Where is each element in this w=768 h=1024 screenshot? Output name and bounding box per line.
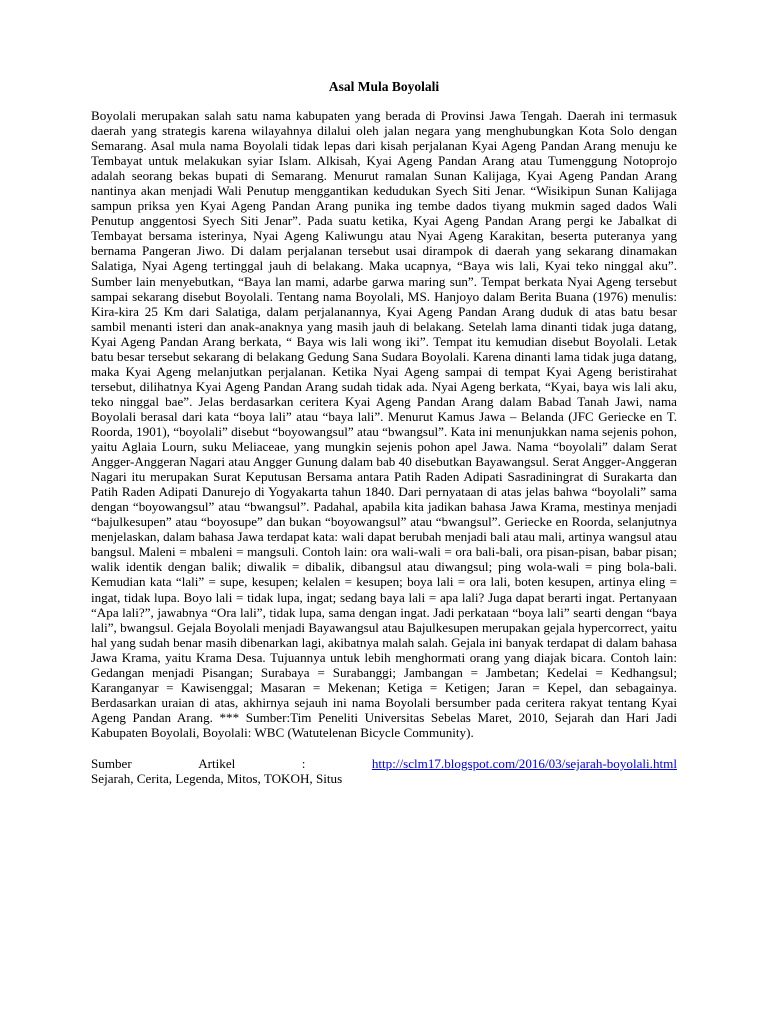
- source-label: Sumber: [91, 755, 132, 771]
- source-section: [91, 756, 677, 786]
- source-line: [91, 756, 677, 771]
- source-word-artikel: Artikel: [198, 755, 236, 771]
- document-title: Asal Mula Boyolali: [328, 79, 440, 94]
- source-colon: :: [301, 755, 306, 771]
- source-link[interactable]: http://sclm17.blogspot.com/2016/03/sejarah-boyolali.html: [371, 755, 677, 771]
- document-page: [91, 78, 677, 786]
- article-body: Boyolali merupakan salah satu nama kabupaten yang berada di Provinsi Jawa Tengah. Daerah ini termasuk daerah yang strategis karena wilayahnya dilalui oleh jalan negara yang menghubungkan Kota Solo dengan Semarang. Asal mula nama Boyolali tidak lepas dari kisah perjalanan Kyai Ageng Pandan Arang menuju ke Tembayat untuk melakukan syiar Islam. Alkisah, Kyai Ageng Pandan Arang atau Tumenggung Notoprojo adalah seorang bekas bupati di Semarang. Menurut ramalan Sunan Kalijaga, Kyai Ageng Pandan Arang nantinya akan menjadi Wali Penutup menggantikan kedudukan Syech Siti Jenar. “Wisikipun Sunan Kalijaga sampun priksa yen Kyai Ageng Pandan Arang punika ing tembe dados tiyang mukmin saged dados Wali Penutup anggentosi Syech Siti Jenar”. Pada suatu ketika, Kyai Ageng Pandan Arang pergi ke Jabalkat di Tembayat bersama isterinya, Nyai Ageng Kaliwungu atau Nyai Ageng Karakitan, beserta puteranya yang bernama Pangeran Jiwo. Di dalam perjalanan tersebut usai dirampok di daerah yang sekarang dinamakan Salatiga, Nyai Ageng tertinggal jauh di belakang. Maka ucapnya, “Baya wis lali, Kyai teko ninggal aku”. Sumber lain menyebutkan, “Baya lan mami, adarbe garwa maring sun”. Tempat berkata Nyai Ageng tersebut sampai sekarang disebut Boyolali. Tentang nama Boyolali, MS. Hanjoyo dalam Berita Buana (1976) menulis: Kira-kira 25 Km dari Salatiga, dalam perjalanannya, Kyai Ageng Pandan Arang duduk di atas batu besar sambil menanti isteri dan anak-anaknya yang masih jauh di belakang. Setelah lama dinanti tidak juga datang, Kyai Ageng Pandan Arang berkata, “ Baya wis lali wong iki”. Tempat itu kemudian disebut Boyolali. Letak batu besar tersebut sekarang di belakang Gedung Sana Sudara Boyolali. Karena dinanti lama tidak juga datang, maka Kyai Ageng melanjutkan perjalanan. Ketika Nyai Ageng sampai di tempat Kyai Ageng beristirahat tersebut, dilihatnya Kyai Ageng Pandan Arang sudah tidak ada. Nyai Ageng berkata, “Kyai, baya wis lali aku, teko ninggal bae”. Jelas berdasarkan ceritera Kyai Ageng Pandan Arang dalam Babad Tanah Jawi, nama Boyolali berasal dari kata “boya lali” atau “baya lali”. Menurut Kamus Jawa – Belanda (JFC Geriecke en T. Roorda, 1901), “boyolali” disebut “boyowangsul” atau “bwangsul”. Kata ini menunjukkan nama sejenis pohon, yaitu Aglaia Lourn, suku Meliaceae, yang mungkin sejenis pohon apel Jawa. Nama “boyolali” dalam Serat Angger-Anggeran Nagari atau Angger Gunung dalam bab 40 disebutkan Bayawangsul. Serat Angger-Anggeran Nagari itu merupakan Surat Keputusan Bersama antara Patih Raden Adipati Sasradiningrat di Surakarta dan Patih Raden Adipati Danurejo di Yogyakarta tahun 1840. Dari pernyataan di atas jelas bahwa “boyolali” sama dengan “boyowangsul” atau “bwangsul”. Padahal, apabila kita jadikan bahasa Jawa Krama, mestinya menjadi “bajulkesupen” atau “boyosupe” dan bukan “boyowangsul” atau “bwangsul”. Geriecke en Roorda, selanjutnya menjelaskan, dalam bahasa Jawa terdapat kata: wali dapat berubah menjadi bali atau mali, artinya wangsul atau bangsul. Maleni = mbaleni = mangsuli. Contoh lain: ora wali-wali = ora bali-bali, ora pisan-pisan, babar pisan; walik identik dengan balik; diwalik = dibalik, dibangsul atau diwangsul; ping wola-wali = ping bola-bali. Kemudian kata “lali” = supe, kesupen; kelalen = kesupen; boya lali = ora lali, boten kesupen, artinya eling = ingat, tidak lupa. Boyo lali = tidak lupa, ingat; sedang baya lali = apa lali? Juga dapat berarti ingat. Pertanyaan “Apa lali?”, jawabnya “Ora lali”, tidak lupa, sama dengan ingat. Jadi perkataan “boya lali” searti dengan “baya lali”, bwangsul. Gejala Boyolali menjadi Bayawangsul atau Bajulkesupen merupakan gejala hypercorrect, yaitu hal yang sudah benar masih dibenarkan lagi, akibatnya malah salah. Gejala ini banyak terdapat di dalam bahasa Jawa Krama, yaitu Krama Desa. Tujuannya untuk lebih menghormati orang yang diajak bicara. Contoh lain: Gedangan menjadi Pisangan; Surabaya = Surabanggi; Jambangan = Jambetan; Kedelai = Kedhangsul; Karanganyar = Kawisenggal; Masaran = Mekenan; Ketiga = Ketigen; Jaran = Kepel, dan sebagainya. Berdasarkan uraian di atas, akhirnya sejauh ini nama Boyolali bersumber pada ceritera rakyat tentang Kyai Ageng Pandan Arang. *** Sumber:Tim Peneliti Universitas Sebelas Maret, 2010, Sejarah dan Hari Jadi Kabupaten Boyolali, Boyolali: WBC (Watutelenan Bicycle Community).: [91, 108, 677, 740]
- tags-line: Sejarah, Cerita, Legenda, Mitos, TOKOH, Situs: [91, 771, 343, 787]
